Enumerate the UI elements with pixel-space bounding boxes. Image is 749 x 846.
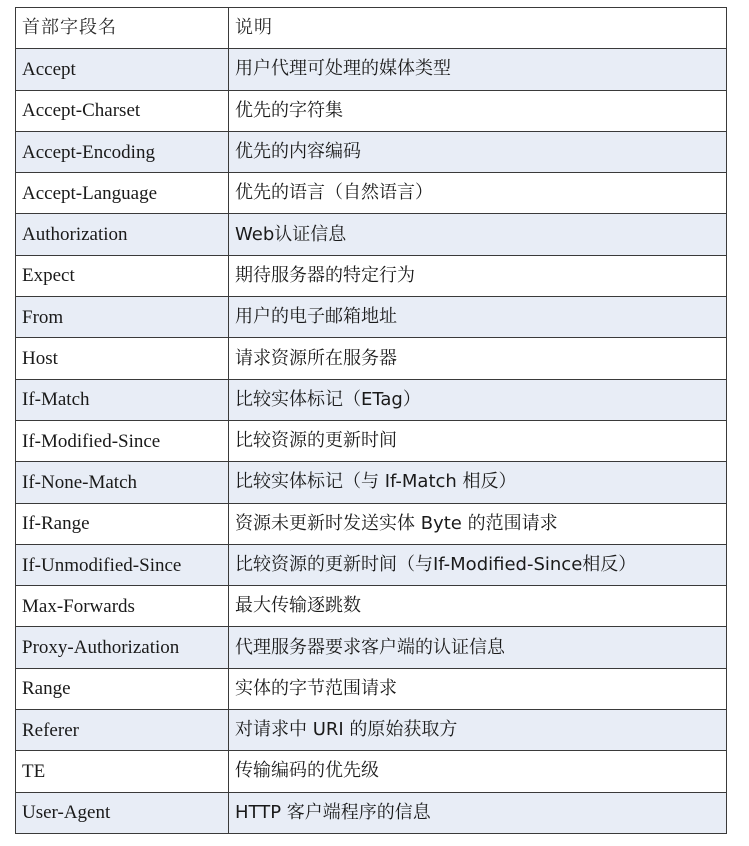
- description-cell: 比较资源的更新时间: [229, 420, 727, 461]
- field-name-cell: Expect: [16, 255, 229, 296]
- description-cell: 优先的字符集: [229, 90, 727, 131]
- description-cell: 优先的语言（自然语言）: [229, 173, 727, 214]
- description-cell: 代理服务器要求客户端的认证信息: [229, 627, 727, 668]
- field-name-cell: Host: [16, 338, 229, 379]
- table-row: [16, 49, 727, 90]
- request-header-table: [15, 7, 727, 834]
- table-row: [16, 544, 727, 585]
- table-row: [16, 503, 727, 544]
- description-cell: 期待服务器的特定行为: [229, 255, 727, 296]
- request-header-table-container: [15, 7, 726, 834]
- header-description: 说明: [229, 8, 727, 49]
- table-row: [16, 668, 727, 709]
- field-name-cell: Accept-Encoding: [16, 131, 229, 172]
- field-name-cell: Accept-Charset: [16, 90, 229, 131]
- field-name-cell: If-Modified-Since: [16, 420, 229, 461]
- field-name-cell: If-Unmodified-Since: [16, 544, 229, 585]
- table-row: [16, 627, 727, 668]
- field-name-cell: Referer: [16, 710, 229, 751]
- field-name-cell: Authorization: [16, 214, 229, 255]
- field-name-cell: Accept: [16, 49, 229, 90]
- field-name-cell: If-Match: [16, 379, 229, 420]
- field-name-cell: TE: [16, 751, 229, 792]
- table-row: [16, 462, 727, 503]
- table-row: [16, 751, 727, 792]
- description-cell: 最大传输逐跳数: [229, 586, 727, 627]
- table-row: [16, 586, 727, 627]
- field-name-cell: Accept-Language: [16, 173, 229, 214]
- description-cell: 资源未更新时发送实体 Byte 的范围请求: [229, 503, 727, 544]
- field-name-cell: Range: [16, 668, 229, 709]
- table-body: [16, 49, 727, 834]
- field-name-cell: If-None-Match: [16, 462, 229, 503]
- description-cell: 用户代理可处理的媒体类型: [229, 49, 727, 90]
- field-name-cell: If-Range: [16, 503, 229, 544]
- description-cell: Web认证信息: [229, 214, 727, 255]
- table-row: [16, 131, 727, 172]
- description-cell: 用户的电子邮箱地址: [229, 297, 727, 338]
- description-cell: 优先的内容编码: [229, 131, 727, 172]
- field-name-cell: From: [16, 297, 229, 338]
- table-row: [16, 90, 727, 131]
- table-row: [16, 710, 727, 751]
- description-cell: 请求资源所在服务器: [229, 338, 727, 379]
- table-row: [16, 173, 727, 214]
- table-row: [16, 297, 727, 338]
- field-name-cell: Max-Forwards: [16, 586, 229, 627]
- table-row: [16, 379, 727, 420]
- field-name-cell: User-Agent: [16, 792, 229, 833]
- description-cell: 比较资源的更新时间（与If-Modified-Since相反）: [229, 544, 727, 585]
- description-cell: HTTP 客户端程序的信息: [229, 792, 727, 833]
- description-cell: 对请求中 URI 的原始获取方: [229, 710, 727, 751]
- table-header-row: [16, 8, 727, 49]
- table-row: [16, 338, 727, 379]
- table-row: [16, 420, 727, 461]
- table-row: [16, 214, 727, 255]
- table-row: [16, 255, 727, 296]
- description-cell: 实体的字节范围请求: [229, 668, 727, 709]
- table-row: [16, 792, 727, 833]
- description-cell: 比较实体标记（ETag）: [229, 379, 727, 420]
- field-name-cell: Proxy-Authorization: [16, 627, 229, 668]
- description-cell: 传输编码的优先级: [229, 751, 727, 792]
- description-cell: 比较实体标记（与 If-Match 相反）: [229, 462, 727, 503]
- header-field-name: 首部字段名: [16, 8, 229, 49]
